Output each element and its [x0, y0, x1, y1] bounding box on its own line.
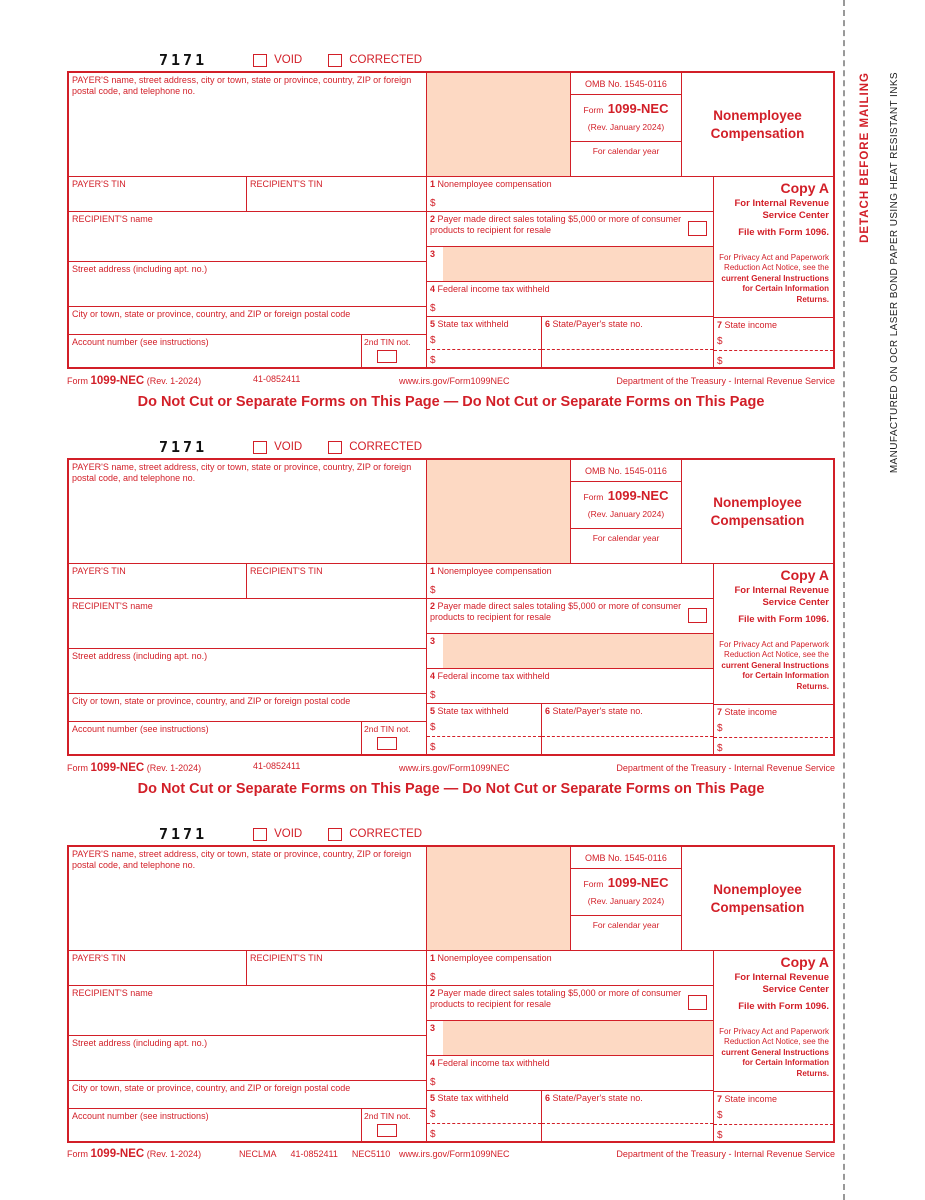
- left-column: [69, 564, 427, 754]
- omb-box: [570, 73, 682, 176]
- do-not-cut-divider: Do Not Cut or Separate Forms on This Page — Do Not Cut or Separate Forms on This Page: [137, 781, 765, 797]
- print-code-left: NECLMA: [239, 1149, 277, 1159]
- form-word: Form: [583, 492, 604, 502]
- form-code-row: [67, 824, 843, 844]
- account-number-field[interactable]: [69, 1109, 361, 1141]
- irs-url: www.irs.gov/Form1099NEC: [399, 1149, 510, 1159]
- street-address-label: Street address (including apt. no.): [72, 264, 208, 274]
- form-1099nec-copy: [67, 50, 843, 410]
- irs-url: www.irs.gov/Form1099NEC: [399, 763, 510, 773]
- form-title-line1: Nonemployee: [713, 494, 802, 510]
- omb-box: [570, 847, 682, 950]
- form-number-block: [571, 482, 681, 529]
- box7-dollar-sign: $: [717, 1109, 723, 1121]
- payer-tin-label: PAYER'S TIN: [72, 179, 126, 189]
- box4-label: 4 Federal income tax withheld: [430, 284, 550, 294]
- box6-state-number-field[interactable]: [542, 704, 713, 754]
- second-tin-cell: [361, 1109, 426, 1141]
- payer-tin-label: PAYER'S TIN: [72, 566, 126, 576]
- box4-label: 4 Federal income tax withheld: [430, 671, 550, 681]
- box2-label: 2 Payer made direct sales totaling $5,000 or more of consumer products to recipient for resale: [430, 988, 682, 1009]
- box3-shading: [443, 634, 713, 668]
- form-grid: [67, 845, 835, 1143]
- box7-dollar-sign: $: [717, 355, 723, 367]
- box5-dollar-sign: $: [430, 354, 436, 366]
- box5-label: 5 State tax withheld: [430, 319, 509, 329]
- omb-number: OMB No. 1545-0116: [571, 847, 681, 869]
- city-field[interactable]: [69, 307, 426, 335]
- void-label: VOID: [274, 54, 303, 66]
- second-tin-cell: [361, 722, 426, 754]
- recipient-name-field[interactable]: [69, 986, 426, 1036]
- payer-tin-field[interactable]: [69, 951, 247, 985]
- file-with-1096-label: File with Form 1096.: [738, 1000, 829, 1012]
- box2-direct-sales-cell: [427, 599, 713, 634]
- form-revision: (Rev. January 2024): [587, 509, 665, 519]
- payer-name-field[interactable]: [69, 73, 427, 176]
- void-label: VOID: [274, 441, 303, 453]
- recipient-tin-label: RECIPIENT'S TIN: [250, 953, 323, 963]
- payer-name-field[interactable]: [69, 460, 427, 563]
- second-tin-checkbox[interactable]: [377, 350, 397, 363]
- form-revision: (Rev. January 2024): [587, 896, 665, 906]
- cat-number: 41-0852411: [253, 374, 301, 384]
- omb-number: OMB No. 1545-0116: [571, 460, 681, 482]
- form-title: [682, 460, 833, 563]
- privacy-act-notice: For Privacy Act and Paperwork Reduction Act Notice, see the current General Instructions for Certain Information Returns.: [719, 1027, 829, 1078]
- omb-number: OMB No. 1545-0116: [571, 73, 681, 95]
- box2-direct-sales-cell: [427, 986, 713, 1021]
- box6-label: 6 State/Payer's state no.: [545, 706, 643, 716]
- form-title: [682, 73, 833, 176]
- box6-label: 6 State/Payer's state no.: [545, 1093, 643, 1103]
- detach-before-mailing-label: DETACH BEFORE MAILING: [859, 72, 871, 243]
- omb-box: [570, 460, 682, 563]
- form-header-row: [69, 460, 833, 564]
- corrected-checkbox[interactable]: [328, 828, 342, 841]
- box1-label: 1 Nonemployee compensation: [430, 566, 552, 576]
- form-footer: [67, 761, 835, 774]
- form-grid: [67, 71, 835, 369]
- recipient-name-label: RECIPIENT'S name: [72, 214, 153, 224]
- box7-dollar-sign: $: [717, 742, 723, 754]
- box4-federal-tax-field[interactable]: [427, 669, 713, 704]
- box1-dollar-sign: $: [430, 585, 436, 596]
- form-header-row: [69, 73, 833, 177]
- form-title-line2: Compensation: [710, 512, 805, 528]
- account-number-field[interactable]: [69, 335, 361, 367]
- file-with-1096-label: File with Form 1096.: [738, 613, 829, 625]
- box3-label: 3: [430, 636, 436, 646]
- box2-label: 2 Payer made direct sales totaling $5,000 or more of consumer products to recipient for resale: [430, 601, 682, 622]
- cat-number: 41-0852411: [253, 761, 301, 771]
- recipient-name-label: RECIPIENT'S name: [72, 988, 153, 998]
- second-tin-checkbox[interactable]: [377, 1124, 397, 1137]
- footer-form-id: Form 1099-NEC (Rev. 1-2024): [67, 762, 202, 774]
- calendar-year-box[interactable]: [571, 142, 681, 176]
- copy-a-title: Copy A: [780, 567, 829, 583]
- treasury-label: Department of the Treasury - Internal Revenue Service: [616, 376, 835, 386]
- form-footer: [67, 374, 835, 387]
- account-number-label: Account number (see instructions): [72, 337, 209, 347]
- copy-a-designation: [714, 564, 833, 638]
- form-title: [682, 847, 833, 950]
- footer-codes: [239, 374, 399, 384]
- form-code-row: [67, 50, 843, 70]
- recipient-name-label: RECIPIENT'S name: [72, 601, 153, 611]
- form-footer: [67, 1148, 835, 1160]
- calendar-year-box[interactable]: [571, 916, 681, 950]
- left-column: [69, 951, 427, 1141]
- form-body-row: [69, 177, 833, 367]
- second-tin-label: 2nd TIN not.: [364, 1111, 411, 1121]
- city-label: City or town, state or province, country, and ZIP or foreign postal code: [72, 696, 351, 706]
- box5-state-tax-field[interactable]: [427, 317, 542, 367]
- box1-label: 1 Nonemployee compensation: [430, 179, 552, 189]
- void-checkbox[interactable]: [253, 828, 267, 841]
- do-not-cut-divider: Do Not Cut or Separate Forms on This Page — Do Not Cut or Separate Forms on This Page: [137, 394, 765, 410]
- payer-tin-label: PAYER'S TIN: [72, 953, 126, 963]
- box7-dollar-sign: $: [717, 335, 723, 347]
- account-number-label: Account number (see instructions): [72, 1111, 209, 1121]
- street-address-label: Street address (including apt. no.): [72, 651, 208, 661]
- box7-label: 7 State income: [717, 1094, 778, 1104]
- recipient-tin-field[interactable]: [247, 951, 426, 985]
- treasury-label: Department of the Treasury - Internal Revenue Service: [616, 1149, 835, 1159]
- form-body-row: [69, 951, 833, 1141]
- box3-shaded-cell: [427, 247, 713, 282]
- second-tin-label: 2nd TIN not.: [364, 724, 411, 734]
- footer-codes: [239, 761, 399, 771]
- irs-url: www.irs.gov/Form1099NEC: [399, 376, 510, 386]
- treasury-label: Department of the Treasury - Internal Revenue Service: [616, 763, 835, 773]
- form-number-block: [571, 869, 681, 916]
- form-revision: (Rev. January 2024): [587, 122, 665, 132]
- middle-column: [427, 564, 714, 754]
- shaded-area: [427, 460, 570, 563]
- form-1099nec-copy: [67, 437, 843, 797]
- city-label: City or town, state or province, country, and ZIP or foreign postal code: [72, 309, 351, 319]
- box7-state-income-field[interactable]: [714, 1091, 833, 1141]
- second-tin-cell: [361, 335, 426, 367]
- box3-shading: [443, 247, 713, 281]
- form-1099nec-copy: [67, 824, 843, 1160]
- box5-dollar-sign: $: [430, 1108, 436, 1120]
- form-grid: [67, 458, 835, 756]
- calendar-year-box[interactable]: [571, 529, 681, 563]
- form-word: Form: [583, 105, 604, 115]
- box2-checkbox[interactable]: [688, 608, 707, 623]
- form-header-row: [69, 847, 833, 951]
- box7-state-income-field[interactable]: [714, 704, 833, 754]
- right-column: [714, 564, 833, 754]
- right-column: [714, 177, 833, 367]
- left-column: [69, 177, 427, 367]
- form-number-block: [571, 95, 681, 142]
- box5-state-tax-field[interactable]: [427, 704, 542, 754]
- second-tin-checkbox[interactable]: [377, 737, 397, 750]
- corrected-label: CORRECTED: [349, 54, 423, 66]
- print-code-right: NEC5110: [351, 1149, 391, 1159]
- right-column: [714, 951, 833, 1141]
- box5-label: 5 State tax withheld: [430, 1093, 509, 1103]
- payer-tin-field[interactable]: [69, 177, 247, 211]
- corrected-checkbox[interactable]: [328, 54, 342, 67]
- box1-nonemployee-compensation-field[interactable]: [427, 177, 713, 212]
- box4-dollar-sign: $: [430, 1077, 436, 1088]
- box4-federal-tax-field[interactable]: [427, 1056, 713, 1091]
- copy-a-designation: [714, 951, 833, 1025]
- box5-state-tax-field[interactable]: [427, 1091, 542, 1141]
- form-word: Form: [583, 879, 604, 889]
- box3-shading: [443, 1021, 713, 1055]
- form-number: 1099-NEC: [607, 488, 669, 503]
- copy-a-subtitle: For Internal Revenue Service Center: [734, 585, 829, 609]
- calendar-year-label: For calendar year: [592, 920, 660, 930]
- void-label: VOID: [274, 828, 303, 840]
- payer-name-label: PAYER'S name, street address, city or town, state or province, country, ZIP or foreign postal code, and telephone no.: [72, 849, 412, 870]
- form-number: 1099-NEC: [607, 101, 669, 116]
- shaded-area: [427, 73, 570, 176]
- city-label: City or town, state or province, country, and ZIP or foreign postal code: [72, 1083, 351, 1093]
- box6-state-number-field[interactable]: [542, 1091, 713, 1141]
- footer-form-id: Form 1099-NEC (Rev. 1-2024): [67, 375, 202, 387]
- copy-a-designation: [714, 177, 833, 251]
- box5-dollar-sign: $: [430, 334, 436, 346]
- box3-shaded-cell: [427, 1021, 713, 1056]
- form-title-line1: Nonemployee: [713, 107, 802, 123]
- recipient-tin-label: RECIPIENT'S TIN: [250, 179, 323, 189]
- box7-state-income-field[interactable]: [714, 317, 833, 367]
- form-number: 1099-NEC: [607, 875, 669, 890]
- shaded-area: [427, 847, 570, 950]
- box1-nonemployee-compensation-field[interactable]: [427, 564, 713, 599]
- payer-tin-field[interactable]: [69, 564, 247, 598]
- box1-nonemployee-compensation-field[interactable]: [427, 951, 713, 986]
- box5-dollar-sign: $: [430, 1128, 436, 1140]
- recipient-name-field[interactable]: [69, 212, 426, 262]
- copy-a-title: Copy A: [780, 180, 829, 196]
- box5-dollar-sign: $: [430, 721, 436, 733]
- box3-shaded-cell: [427, 634, 713, 669]
- box6-label: 6 State/Payer's state no.: [545, 319, 643, 329]
- box7-dollar-sign: $: [717, 1129, 723, 1141]
- calendar-year-label: For calendar year: [592, 533, 660, 543]
- ocr-form-code: 7171: [159, 51, 208, 69]
- account-number-label: Account number (see instructions): [72, 724, 209, 734]
- copy-a-title: Copy A: [780, 954, 829, 970]
- box7-dollar-sign: $: [717, 722, 723, 734]
- payer-name-label: PAYER'S name, street address, city or town, state or province, country, ZIP or foreign postal code, and telephone no.: [72, 75, 412, 96]
- recipient-tin-field[interactable]: [247, 177, 426, 211]
- box4-dollar-sign: $: [430, 690, 436, 701]
- recipient-tin-field[interactable]: [247, 564, 426, 598]
- privacy-act-notice: For Privacy Act and Paperwork Reduction Act Notice, see the current General Instructions for Certain Information Returns.: [719, 640, 829, 691]
- box3-label: 3: [430, 249, 436, 259]
- box7-label: 7 State income: [717, 320, 778, 330]
- perforated-side-strip: [843, 0, 925, 1200]
- box3-label: 3: [430, 1023, 436, 1033]
- form-title-line2: Compensation: [710, 899, 805, 915]
- box1-dollar-sign: $: [430, 972, 436, 983]
- privacy-act-notice: For Privacy Act and Paperwork Reduction Act Notice, see the current General Instructions for Certain Information Returns.: [719, 253, 829, 304]
- middle-column: [427, 177, 714, 367]
- box4-label: 4 Federal income tax withheld: [430, 1058, 550, 1068]
- form-body-row: [69, 564, 833, 754]
- recipient-name-field[interactable]: [69, 599, 426, 649]
- manufactured-note-label: MANUFACTURED ON OCR LASER BOND PAPER USING HEAT RESISTANT INKS: [889, 72, 900, 474]
- void-checkbox[interactable]: [253, 441, 267, 454]
- street-address-field[interactable]: [69, 262, 426, 307]
- copy-a-subtitle: For Internal Revenue Service Center: [734, 198, 829, 222]
- ocr-form-code: 7171: [159, 825, 208, 843]
- middle-column: [427, 951, 714, 1141]
- box2-checkbox[interactable]: [688, 221, 707, 236]
- street-address-field[interactable]: [69, 649, 426, 694]
- form-title-line1: Nonemployee: [713, 881, 802, 897]
- box7-label: 7 State income: [717, 707, 778, 717]
- payer-name-field[interactable]: [69, 847, 427, 950]
- box2-checkbox[interactable]: [688, 995, 707, 1010]
- recipient-tin-label: RECIPIENT'S TIN: [250, 566, 323, 576]
- street-address-label: Street address (including apt. no.): [72, 1038, 208, 1048]
- footer-form-id: Form 1099-NEC (Rev. 1-2024): [67, 1148, 202, 1160]
- file-with-1096-label: File with Form 1096.: [738, 226, 829, 238]
- footer-codes: [239, 1149, 399, 1159]
- box5-dollar-sign: $: [430, 741, 436, 753]
- city-field[interactable]: [69, 1081, 426, 1109]
- copy-a-subtitle: For Internal Revenue Service Center: [734, 972, 829, 996]
- payer-name-label: PAYER'S name, street address, city or town, state or province, country, ZIP or foreign postal code, and telephone no.: [72, 462, 412, 483]
- street-address-field[interactable]: [69, 1036, 426, 1081]
- account-number-field[interactable]: [69, 722, 361, 754]
- box4-dollar-sign: $: [430, 303, 436, 314]
- box6-state-number-field[interactable]: [542, 317, 713, 367]
- second-tin-label: 2nd TIN not.: [364, 337, 411, 347]
- box4-federal-tax-field[interactable]: [427, 282, 713, 317]
- box5-label: 5 State tax withheld: [430, 706, 509, 716]
- corrected-label: CORRECTED: [349, 441, 423, 453]
- form-title-line2: Compensation: [710, 125, 805, 141]
- box1-dollar-sign: $: [430, 198, 436, 209]
- city-field[interactable]: [69, 694, 426, 722]
- corrected-checkbox[interactable]: [328, 441, 342, 454]
- calendar-year-label: For calendar year: [592, 146, 660, 156]
- ocr-form-code: 7171: [159, 438, 208, 456]
- box2-direct-sales-cell: [427, 212, 713, 247]
- cat-number: 41-0852411: [290, 1149, 338, 1159]
- box2-label: 2 Payer made direct sales totaling $5,000 or more of consumer products to recipient for resale: [430, 214, 682, 235]
- form-code-row: [67, 437, 843, 457]
- box1-label: 1 Nonemployee compensation: [430, 953, 552, 963]
- corrected-label: CORRECTED: [349, 828, 423, 840]
- void-checkbox[interactable]: [253, 54, 267, 67]
